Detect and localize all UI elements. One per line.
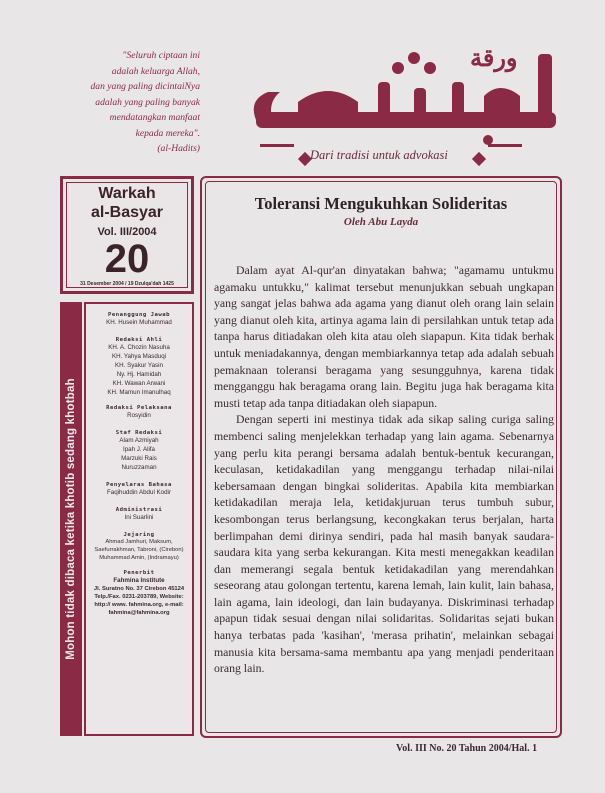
page-footer: Vol. III No. 20 Tahun 2004/Hal. 1 — [396, 743, 538, 754]
issue-date: 31 Desember 2004 / 19 Dzulqa'dah 1425 — [80, 281, 174, 287]
staff-name: KH. Husein Muhammad — [106, 319, 172, 326]
volume-label: Vol. III/2004 — [97, 226, 157, 238]
staff-name: KH. A. Chozin Nasuha — [108, 344, 170, 351]
article-paragraph: Dalam ayat Al-qur'an dinyatakan bahwa; "agamamu untukmu agamaku untukku," kalimat tersebut menunjukkan sebuah ungkapan yang sangat jelas bahwa ada agama yang dianut oleh orang lain selain yang dianut oleh kita, artinya agama lain di persilahkan untuk tetap ada tanpa harus ditiadakan oleh kita atau oleh siapapun. Kita tidak berhak untuk meniadakannya, dengan membiarkannya tetap ada adalah sebuah pemaknaan toleransi beragama yang sesungguhnya, karena tidak mengganggu hak beragama orang lain. Begitu juga hak beragama kita musti tetap ada tanpa ditiadakan oleh siapapun. — [214, 263, 554, 410]
logo-top-word: ورقة — [470, 43, 518, 72]
staff-name: Marzuki Rais — [121, 455, 157, 462]
staff-name: Alam Azmiyah — [119, 437, 159, 444]
staff-role: Staf Redaksi — [115, 430, 163, 436]
article-title: Toleransi Mengukuhkan Solideritas — [254, 194, 508, 213]
quote-source: (al-Hadits) — [157, 143, 200, 154]
hadith-quote — [52, 48, 200, 157]
staff-role: Redaksi Pelaksana — [106, 405, 172, 411]
staff-role: Penerbit — [123, 570, 155, 576]
publisher-name: Fahmina Institute — [113, 577, 165, 584]
article-paragraph: Dengan seperti ini mestinya tidak ada sikap saling curiga saling membenci saling menjelekkan terhadap yang lain agama. Sebenarnya yang perlu kita perangi bersama adalah bentuk-bentuk kecurangan, keculasan, ketidakadilan yang menggangu terhadap nilai-nilai kebersamaan dengan bingkai solideritas. Apabila kita membiarkan ketidakadilan meraja lela, ketidakjuruan terus tumbuh subur, kesombongan terus berlangsung, kecongkakan terus berjalan, harta berlimpahan demi dirinya sendiri, pada hal masih banyak saudara-saudara kita yang serba kekurangan. Kita mesti menegakkan keadilan dan memerangi segala bentuk ketidakadilan yang merendahkan seseorang atau golongan tertentu, karena lemah, lain kulit, lain bahasa, lain agama, lain ideologi, dan lain budayanya. Diskriminasi terhadap apapun tidak sesuai dengan nilai solidaritas. Solidaritas sejati bukan hanya terbatas pada 'kasihan', 'merasa prihatin', melainkan sebagai manusia kita bersama-sama membantu apa yang menjadi penderitaan orang lain. — [214, 412, 554, 676]
staff-name: Rosyidin — [127, 412, 151, 419]
staff-name: KH. Yahya Masduqi — [111, 353, 167, 360]
staff-name: Ipah J. Alifa — [123, 446, 155, 453]
staff-name: KH. Syakur Yasin — [115, 362, 163, 369]
publication-name-line1: Warkah — [98, 185, 156, 202]
quote-line: mendatangkan manfaat — [109, 112, 200, 123]
staff-name: Ini Suarlini — [124, 514, 154, 521]
sidebar-band — [60, 302, 82, 736]
article-byline: Oleh Abu Layda — [343, 216, 419, 228]
article-body — [214, 262, 554, 677]
quote-line: adalah keluarga Allah, — [111, 65, 200, 77]
quote-line: adalah yang paling banyak — [95, 96, 200, 108]
article-box — [200, 176, 562, 738]
quote-line: "Seluruh ciptaan ini — [122, 50, 200, 61]
staff-list — [84, 302, 194, 736]
staff-name: Nuruzzaman — [121, 464, 157, 471]
staff-name: Ahmad Jamhuri, Maksum, Saefurrakhman, Tabroni, (Cirebon) Muhammad Amin, (Indramayu) — [94, 539, 184, 561]
staff-role: Penanggung Jawab — [108, 312, 170, 318]
staff-name: Ny. Hj. Hamidah — [116, 371, 162, 378]
staff-role: Administrasi — [115, 507, 163, 513]
quote-line: dan yang paling dicintaiNya — [90, 81, 200, 92]
masthead-tagline: Dari tradisi untuk advokasi — [310, 148, 448, 162]
staff-name: Faqihuddin Abdul Kodir — [107, 489, 171, 496]
issue-number: 20 — [104, 237, 150, 281]
staff-role: Redaksi Ahli — [115, 337, 163, 343]
quote-line: kepada mereka". — [135, 127, 200, 139]
staff-name: KH. Wawan Arwani — [112, 380, 166, 387]
staff-name: KH. Mamun Imanulhaq — [107, 389, 171, 396]
sidebar-band-text: Mohon tidak dibaca ketika khotib sedang khotbah — [65, 378, 77, 660]
issue-box — [60, 176, 194, 294]
staff-role: Jejaring — [123, 532, 155, 538]
publication-name-line2: al-Basyar — [90, 204, 164, 221]
publisher-address: Jl. Suratno No. 37 Cirebon 45124 Telp./Fax. 0231-203789, Website: http:// www. fahmina.org, e-mail: fahmina@fahmina.org — [93, 586, 185, 616]
staff-role: Penyelaras Bahasa — [106, 482, 172, 488]
